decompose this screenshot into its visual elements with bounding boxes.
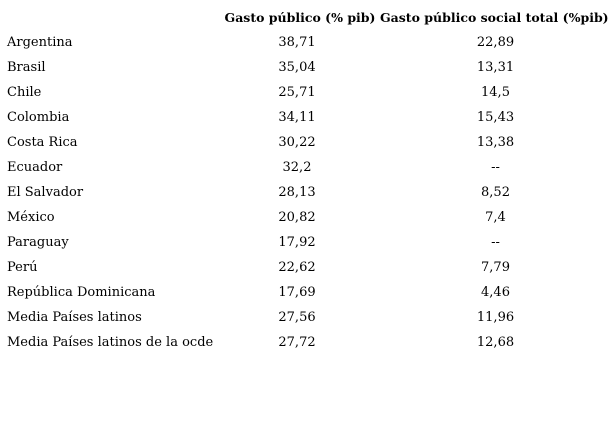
gasto-publico-cell: 28,13: [278, 185, 316, 200]
header-gasto-publico: Gasto público (% pib): [224, 10, 376, 25]
country-cell: Costa Rica: [7, 135, 78, 150]
table-row: [0, 80, 615, 105]
country-cell: Ecuador: [7, 160, 63, 175]
country-cell: Paraguay: [7, 235, 69, 250]
table-row: [0, 180, 615, 205]
gasto-publico-cell: 32,2: [282, 160, 312, 175]
gasto-social-cell: --: [491, 235, 500, 250]
gasto-social-cell: 7,79: [481, 260, 510, 275]
country-cell: Media Países latinos de la ocde: [7, 335, 214, 350]
table-row: [0, 330, 615, 355]
table-row: [0, 105, 615, 130]
gasto-social-cell: 12,68: [476, 335, 515, 350]
table-row: [0, 155, 615, 180]
gasto-social-cell: 15,43: [476, 110, 515, 125]
country-cell: Colombia: [7, 110, 70, 125]
gasto-publico-cell: 17,92: [278, 235, 316, 250]
country-cell: México: [7, 210, 55, 225]
gasto-social-cell: 22,89: [476, 35, 515, 50]
table-row: [0, 205, 615, 230]
country-cell: Media Países latinos: [7, 310, 142, 325]
gasto-publico-cell: 35,04: [278, 60, 316, 75]
table-header-row: [0, 5, 615, 30]
table-row: [0, 130, 615, 155]
table-row: [0, 280, 615, 305]
gasto-social-cell: 8,52: [481, 185, 510, 200]
table-row: [0, 230, 615, 255]
gasto-social-cell: 4,46: [481, 285, 510, 300]
gasto-social-cell: 11,96: [476, 310, 515, 325]
country-cell: República Dominicana: [7, 285, 156, 300]
table-row: [0, 30, 615, 55]
gasto-publico-cell: 22,62: [278, 260, 316, 275]
country-cell: Argentina: [7, 35, 73, 50]
gasto-publico-cell: 38,71: [278, 35, 316, 50]
gasto-publico-cell: 27,56: [278, 310, 316, 325]
country-cell: El Salvador: [7, 185, 84, 200]
gasto-social-cell: 13,31: [476, 60, 515, 75]
gasto-social-cell: 13,38: [476, 135, 515, 150]
spending-table: [0, 5, 615, 355]
gasto-publico-cell: 25,71: [278, 85, 316, 100]
gasto-social-cell: 14,5: [481, 85, 510, 100]
country-cell: Perú: [7, 260, 38, 275]
gasto-publico-cell: 34,11: [278, 110, 316, 125]
country-cell: Brasil: [7, 60, 46, 75]
gasto-publico-cell: 17,69: [278, 285, 316, 300]
table-row: [0, 305, 615, 330]
table-row: [0, 255, 615, 280]
gasto-publico-cell: 20,82: [278, 210, 316, 225]
gasto-social-cell: 7,4: [485, 210, 506, 225]
table-row: [0, 55, 615, 80]
gasto-publico-cell: 30,22: [278, 135, 316, 150]
country-cell: Chile: [7, 85, 42, 100]
gasto-publico-cell: 27,72: [278, 335, 316, 350]
gasto-social-cell: --: [491, 160, 500, 175]
header-gasto-social: Gasto público social total (%pib): [380, 10, 609, 25]
